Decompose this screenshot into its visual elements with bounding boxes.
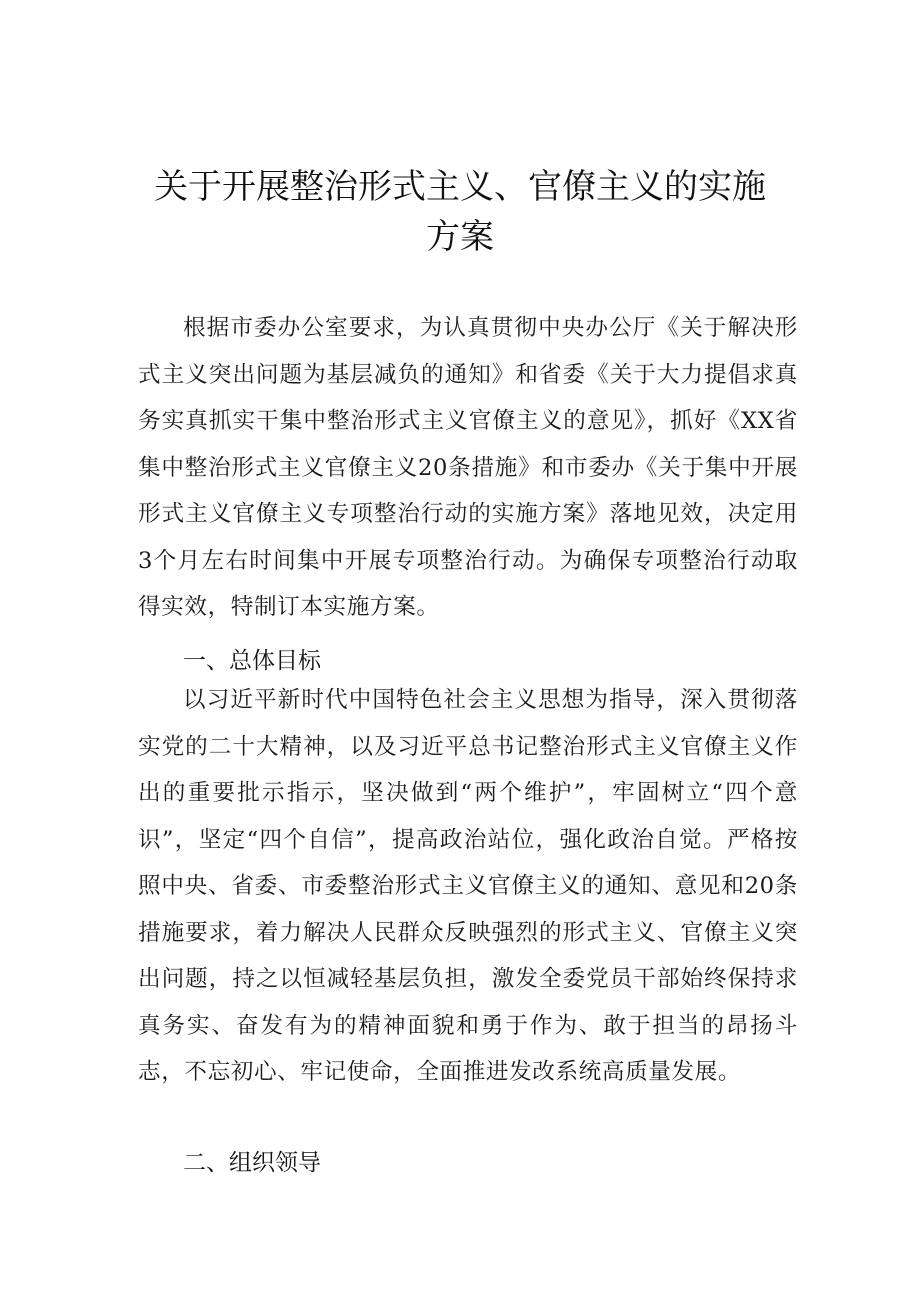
section-heading-organization: 二、组织领导 — [183, 1150, 321, 1176]
document-title-line-1: 关于开展整治形式主义、官僚主义的实施 — [154, 167, 766, 207]
intro-paragraph: 根据市委办公室要求，为认真贯彻中央办公厅《关于解决形式主义突出问题为基层减负的通知》和省委《关于大力提倡求真务实真抓实干集中整治形式主义官僚主义的意见》，抓好《XX省集中整治形式主义官僚主义20条措施》和市委办《关于集中开展形式主义官僚主义专项整治行动的实施方案》落地见效，决定用3个月左右时间集中开展专项整治行动。为确保专项整治行动取得实效，特制订本实施方案。 — [138, 315, 798, 620]
document-title-line-2: 方案 — [426, 217, 494, 257]
section-paragraph-general-goals: 以习近平新时代中国特色社会主义思想为指导，深入贯彻落实党的二十大精神，以及习近平总书记整治形式主义官僚主义作出的重要批示指示，坚决做到“两个维护”，牢固树立“四个意识”，坚定“四个自信”，提高政治站位，强化政治自觉。严格按照中央、省委、市委整治形式主义官僚主义的通知、意见和20条措施要求，着力解决人民群众反映强烈的形式主义、官僚主义突出问题，持之以恒减轻基层负担，激发全委党员干部始终保持求真务实、奋发有为的精神面貌和勇于作为、敢于担当的昂扬斗志，不忘初心、牢记使命，全面推进发改系统高质量发展。 — [138, 687, 798, 1085]
section-heading-general-goals: 一、总体目标 — [183, 648, 321, 674]
